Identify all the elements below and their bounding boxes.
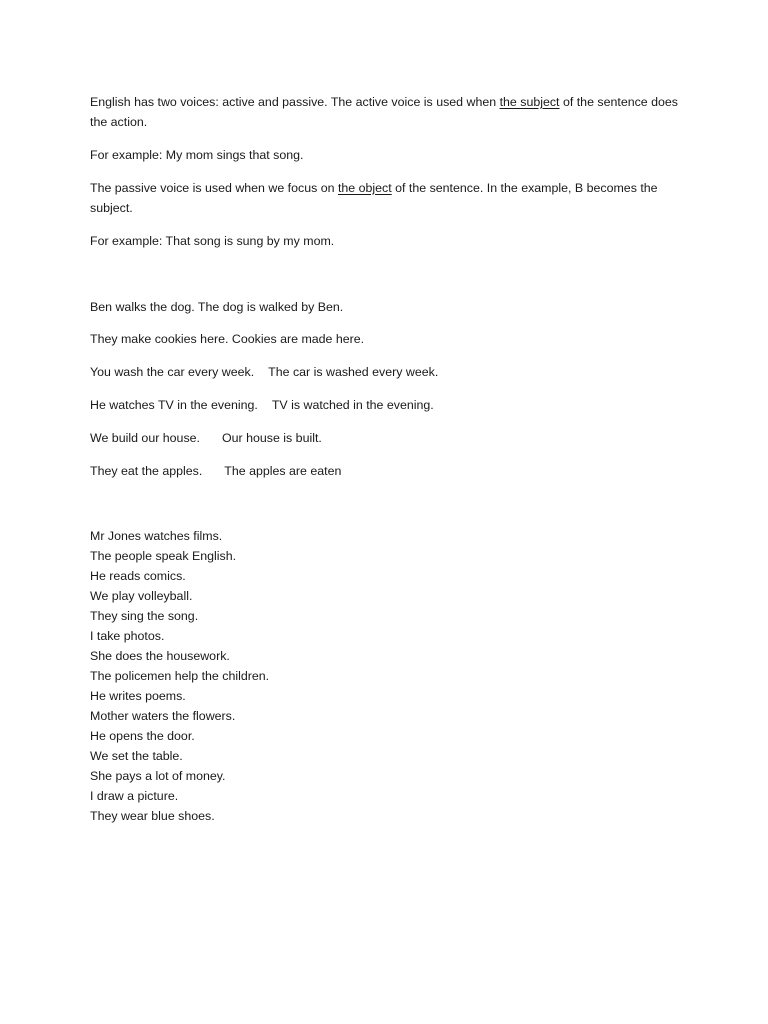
- list-item: I take photos.: [90, 629, 165, 643]
- passive-sentence: The apples are eaten: [224, 464, 342, 478]
- list-item: I draw a picture.: [90, 789, 179, 803]
- list-item: He writes poems.: [90, 689, 186, 703]
- list-item: They sing the song.: [90, 609, 199, 623]
- active-sentence: Ben walks the dog.: [90, 300, 195, 314]
- example-pair: [90, 395, 434, 415]
- list-item: Mr Jones watches films.: [90, 529, 223, 543]
- passive-sentence: TV is watched in the evening.: [271, 398, 434, 412]
- list-item: They wear blue shoes.: [90, 809, 215, 823]
- example-active: For example: My mom sings that song.: [90, 148, 304, 162]
- intro-text: The passive voice is used when we focus on: [90, 181, 338, 195]
- active-sentence: He watches TV in the evening.: [90, 398, 258, 412]
- active-sentence: We build our house.: [90, 431, 200, 445]
- passive-sentence: Cookies are made here.: [231, 332, 365, 346]
- active-sentence: They make cookies here.: [90, 332, 229, 346]
- list-item: The policemen help the children.: [90, 669, 270, 683]
- list-item: The people speak English.: [90, 549, 237, 563]
- list-item: We set the table.: [90, 749, 183, 763]
- passive-sentence: The car is washed every week.: [268, 365, 439, 379]
- example-pair: [90, 297, 343, 317]
- example-pair: [90, 329, 364, 349]
- intro-text: English has two voices: active and passive. The active voice is used when: [90, 95, 500, 109]
- intro-paragraph-passive: [90, 178, 680, 218]
- intro-paragraph-active: [90, 92, 680, 132]
- list-item: We play volleyball.: [90, 589, 193, 603]
- list-item: Mother waters the flowers.: [90, 709, 236, 723]
- list-item: He opens the door.: [90, 729, 195, 743]
- exercise-list: [90, 526, 269, 826]
- example-passive: For example: That song is sung by my mom.: [90, 234, 335, 248]
- intro-text: of the sentence. In the example, B becomes the subject.: [90, 181, 658, 215]
- list-item: She does the housework.: [90, 649, 230, 663]
- underlined-term-object: the object: [337, 181, 392, 195]
- active-sentence: You wash the car every week.: [90, 365, 255, 379]
- active-sentence: They eat the apples.: [90, 464, 203, 478]
- list-item: He reads comics.: [90, 569, 186, 583]
- example-pair: [90, 362, 438, 382]
- passive-sentence: The dog is walked by Ben.: [197, 300, 344, 314]
- intro-text: of the sentence does the action.: [90, 95, 679, 129]
- example-pair: [90, 461, 341, 481]
- passive-sentence: Our house is built.: [221, 431, 322, 445]
- list-item: She pays a lot of money.: [90, 769, 226, 783]
- underlined-term-subject: the subject: [499, 95, 560, 109]
- example-pair: [90, 428, 322, 448]
